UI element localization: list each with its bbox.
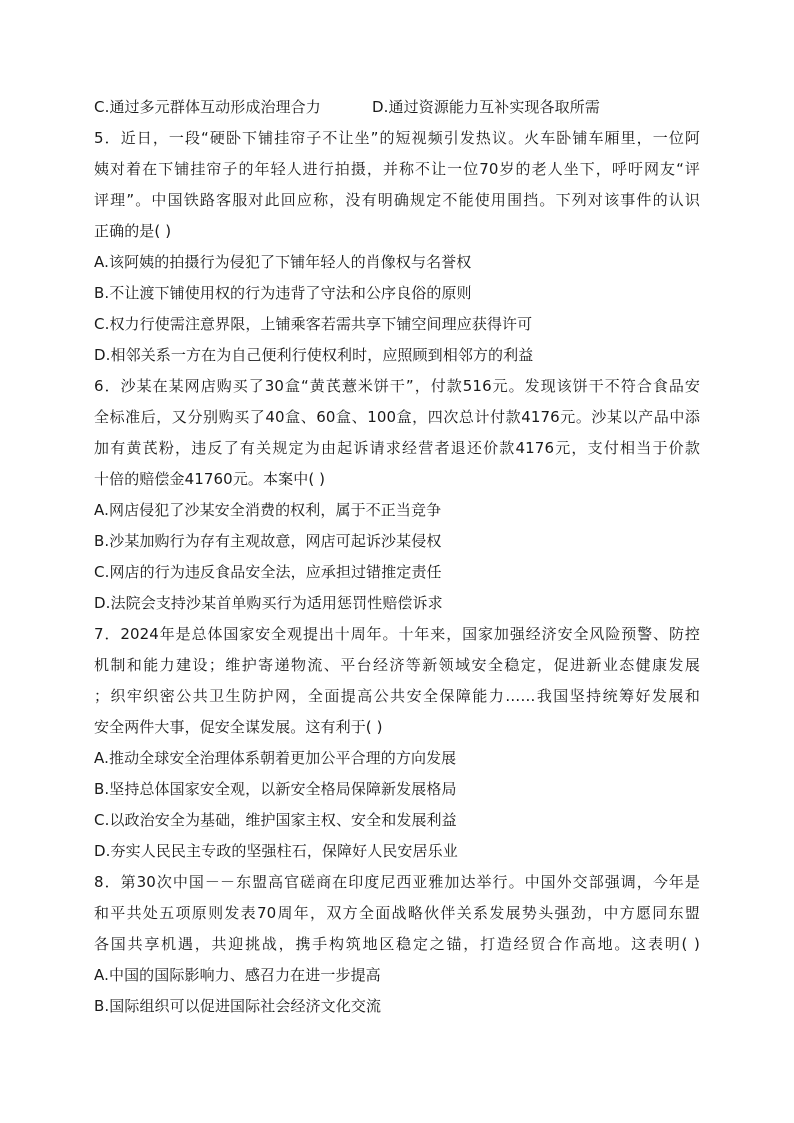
option-d: D.法院会支持沙某首单购买行为适用惩罚性赔偿诉求 — [94, 594, 443, 612]
question-stem-line: 评理”。中国铁路客服对此回应称，没有明确规定不能使用围挡。下列对该事件的认识 — [94, 191, 700, 209]
option-c: C.网店的行为违反食品安全法，应承担过错推定责任 — [94, 563, 442, 581]
question-stem-line: 安全两件大事，促安全谋发展。这有利于( ) — [94, 718, 383, 736]
option-c: C.通过多元群体互动形成治理合力 — [94, 98, 321, 116]
question-stem-line: 全标准后，又分别购买了40盒、60盒、100盒，四次总计付款4176元。沙某以产品中添 — [94, 408, 700, 426]
question-stem-line: 正确的是( ) — [94, 222, 172, 240]
question-5 — [94, 123, 700, 371]
option-d: D.通过资源能力互补实现各取所需 — [372, 98, 600, 116]
question-7 — [94, 619, 700, 867]
option-d: D.夯实人民民主专政的坚强柱石，保障好人民安居乐业 — [94, 842, 458, 860]
question-stem-line: 十倍的赔偿金41760元。本案中( ) — [94, 470, 326, 488]
question-stem-line: 机制和能力建设；维护寄递物流、平台经济等新领域安全稳定，促进新业态健康发展 — [94, 656, 700, 674]
question-stem-line: 5．近日，一段“硬卧下铺挂帘子不让坐”的短视频引发热议。火车卧铺车厢里，一位阿 — [94, 129, 700, 147]
document-page — [94, 92, 700, 1022]
option-a: A.该阿姨的拍摄行为侵犯了下铺年轻人的肖像权与名誉权 — [94, 253, 472, 271]
question-stem-line: 和平共处五项原则发表70周年，双方全面战略伙伴关系发展势头强劲，中方愿同东盟 — [94, 904, 700, 922]
option-a: A.中国的国际影响力、感召力在进一步提高 — [94, 966, 381, 984]
question-8 — [94, 867, 700, 1022]
question-stem-line: 加有黄芪粉，违反了有关规定为由起诉请求经营者退还价款4176元，支付相当于价款 — [94, 439, 700, 457]
question-stem-line: 8．第30次中国－－东盟高官磋商在印度尼西亚雅加达举行。中国外交部强调，今年是 — [94, 873, 700, 891]
option-d: D.相邻关系一方在为自己便利行使权利时，应照顾到相邻方的利益 — [94, 346, 534, 364]
question-stem-line: 姨对着在下铺挂帘子的年轻人进行拍摄，并称不让一位70岁的老人坐下，呼吁网友“评 — [94, 160, 700, 178]
option-b: B.国际组织可以促进国际社会经济文化交流 — [94, 997, 382, 1015]
option-b: B.不让渡下铺使用权的行为违背了守法和公序良俗的原则 — [94, 284, 472, 302]
carryover-options — [94, 92, 700, 123]
option-b: B.沙某加购行为存有主观故意，网店可起诉沙某侵权 — [94, 532, 442, 550]
option-c: C.权力行使需注意界限，上铺乘客若需共享下铺空间理应获得许可 — [94, 315, 533, 333]
question-6 — [94, 371, 700, 619]
option-c: C.以政治安全为基础，维护国家主权、安全和发展利益 — [94, 811, 457, 829]
option-a: A.推动全球安全治理体系朝着更加公平合理的方向发展 — [94, 749, 457, 767]
question-stem-line: 各国共享机遇，共迎挑战，携手构筑地区稳定之锚，打造经贸合作高地。这表明( ) — [94, 935, 700, 953]
question-stem-line: ；织牢织密公共卫生防护网，全面提高公共安全保障能力……我国坚持统筹好发展和 — [94, 687, 700, 705]
option-a: A.网店侵犯了沙某安全消费的权利，属于不正当竞争 — [94, 501, 442, 519]
question-stem-line: 6．沙某在某网店购买了30盒“黄芪薏米饼干”，付款516元。发现该饼干不符合食品安 — [94, 377, 700, 395]
question-stem-line: 7．2024年是总体国家安全观提出十周年。十年来，国家加强经济安全风险预警、防控 — [94, 625, 700, 643]
option-b: B.坚持总体国家安全观，以新安全格局保障新发展格局 — [94, 780, 457, 798]
